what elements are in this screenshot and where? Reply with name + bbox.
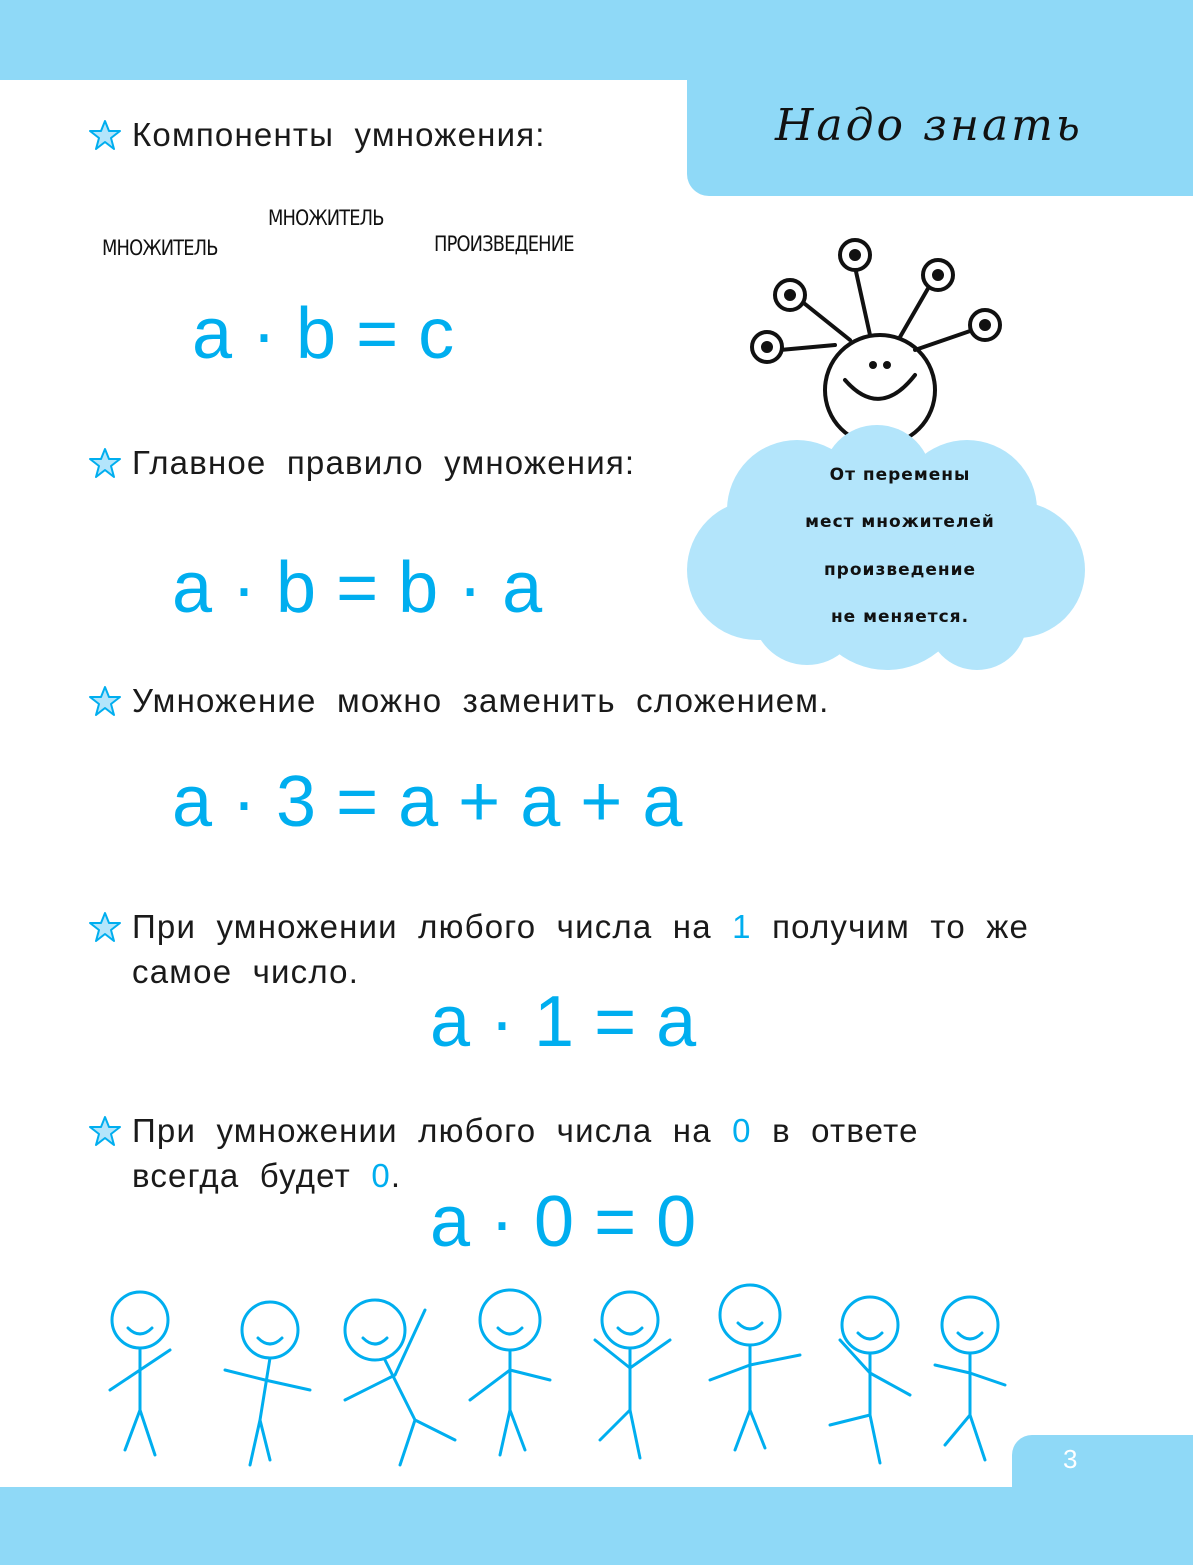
label-product: ПРОИЗВЕДЕНИЕ	[434, 232, 574, 256]
cloud-line-3: произведение	[823, 560, 977, 580]
section-text: всегда будет	[132, 1157, 372, 1194]
bottom-color-band	[0, 1487, 1193, 1565]
star-icon	[88, 446, 122, 480]
bullet-replace-addition	[88, 678, 830, 723]
section-text: в ответе	[751, 1112, 919, 1149]
section-text: При умножении любого числа на	[132, 1112, 733, 1149]
section-text: Компоненты умножения:	[132, 116, 546, 153]
label-factor-2: МНОЖИТЕЛЬ	[268, 206, 384, 230]
star-icon	[88, 684, 122, 718]
bullet-main-rule	[88, 440, 635, 485]
cloud-line-2: мест множителей	[805, 512, 995, 532]
section-text: При умножении любого числа на	[132, 908, 733, 945]
section-text: получим то же	[751, 908, 1030, 945]
cloud-line-1: От перемены	[829, 465, 971, 485]
label-factor-1: МНОЖИТЕЛЬ	[102, 236, 218, 260]
page-title: Надо знать	[775, 100, 1083, 151]
formula-multiply-one: a · 1 = a	[430, 982, 697, 1062]
page-number-tab	[1012, 1435, 1193, 1495]
highlight-number: 0	[371, 1157, 391, 1194]
section-text: Главное правило умножения:	[132, 444, 636, 481]
highlight-number: 1	[732, 908, 752, 945]
formula-multiply-zero: a · 0 = 0	[430, 1182, 697, 1262]
cloud-line-4: не меняется.	[830, 607, 970, 627]
star-icon	[88, 910, 122, 944]
bullet-multiply-one	[88, 904, 1029, 994]
bullet-components	[88, 112, 546, 157]
section-text: .	[390, 1157, 402, 1194]
star-icon	[88, 1114, 122, 1148]
kids-illustration	[90, 1280, 1010, 1470]
star-icon	[88, 118, 122, 152]
formula-commutative: a · b = b · a	[172, 548, 543, 628]
monster-illustration	[745, 235, 1015, 450]
cloud-bubble	[687, 420, 1087, 670]
section-text-line2: самое число.	[132, 953, 360, 990]
formula-components: a · b = c	[192, 294, 455, 374]
page-number: 3	[1063, 1444, 1078, 1474]
top-color-band	[0, 0, 1193, 80]
section-text: Умножение можно заменить сложением.	[132, 682, 830, 719]
highlight-number: 0	[732, 1112, 752, 1149]
formula-addition: a · 3 = a + a + a	[172, 762, 683, 842]
